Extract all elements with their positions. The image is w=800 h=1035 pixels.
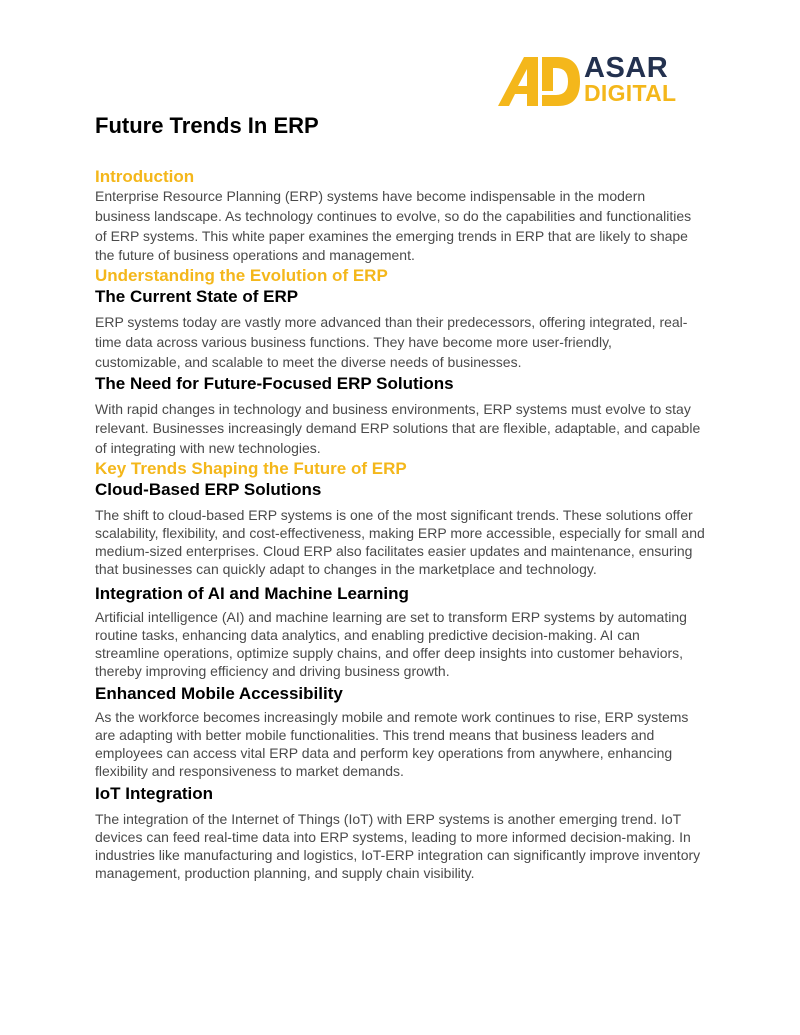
need-heading: The Need for Future-Focused ERP Solutions: [95, 373, 454, 393]
mobile-heading: Enhanced Mobile Accessibility: [95, 683, 343, 703]
iot-heading: IoT Integration: [95, 783, 214, 803]
ai-paragraph: Artificial intelligence (AI) and machine learning are set to transform ERP systems by automating routine tasks, enhancing data analytics, and enabling predictive decision-making. AI can streamline operations, optimize supply chains, and offer deep insights into customer behaviors, thereby improving efficiency and driving business growth.: [95, 608, 687, 679]
logo-mark-icon: [496, 53, 582, 109]
logo-wordmark: [584, 54, 676, 105]
logo-text-asar: ASAR: [584, 52, 669, 84]
ai-heading: Integration of AI and Machine Learning: [95, 583, 409, 603]
logo-text-digital: DIGITAL: [584, 80, 677, 106]
introduction-paragraph: Enterprise Resource Planning (ERP) systems have become indispensable in the modern business landscape. As technology continues to evolve, so do the capabilities and functionalities of ERP systems. This white paper examines the emerging trends in ERP that are likely to shape the future of business operations and management.: [95, 188, 692, 264]
cloud-paragraph: The shift to cloud-based ERP systems is one of the most significant trends. These solutions offer scalability, flexibility, and cost-effectiveness, making ERP more accessible, especially for small and medium-sized enterprises. Cloud ERP also facilitates easier updates and maintenance, ensuring that businesses can quickly adapt to changes in the marketplace and technology.: [95, 506, 705, 577]
iot-paragraph: The integration of the Internet of Things (IoT) with ERP systems is another emerging trend. IoT devices can feed real-time data into ERP systems, leading to more informed decision-making. In industries like manufacturing and logistics, IoT-ERP integration can significantly improve inventory management, production planning, and supply chain visibility.: [95, 810, 701, 881]
cloud-heading: Cloud-Based ERP Solutions: [95, 479, 322, 499]
document-body: [95, 167, 715, 882]
asar-digital-logo: [496, 53, 700, 109]
evolution-heading: Understanding the Evolution of ERP: [95, 266, 388, 286]
document-title: Future Trends In ERP: [95, 113, 319, 138]
introduction-heading: Introduction: [95, 167, 195, 186]
need-paragraph: With rapid changes in technology and business environments, ERP systems must evolve to stay relevant. Businesses increasingly demand ERP solutions that are flexible, adaptable, and capable of integrating with new technologies.: [95, 400, 701, 457]
trends-heading: Key Trends Shaping the Future of ERP: [95, 458, 407, 478]
current-state-paragraph: ERP systems today are vastly more advanced than their predecessors, offering integrated, real-time data across various business functions. They have become more user-friendly, customizable, and scalable to meet the diverse needs of businesses.: [95, 314, 688, 370]
current-state-heading: The Current State of ERP: [95, 287, 299, 307]
mobile-paragraph: As the workforce becomes increasingly mobile and remote work continues to rise, ERP systems are adapting with better mobile functionalities. This trend means that business leaders and employees can access vital ERP data and perform key operations from anywhere, enhancing flexibility and responsiveness to market demands.: [95, 708, 689, 779]
